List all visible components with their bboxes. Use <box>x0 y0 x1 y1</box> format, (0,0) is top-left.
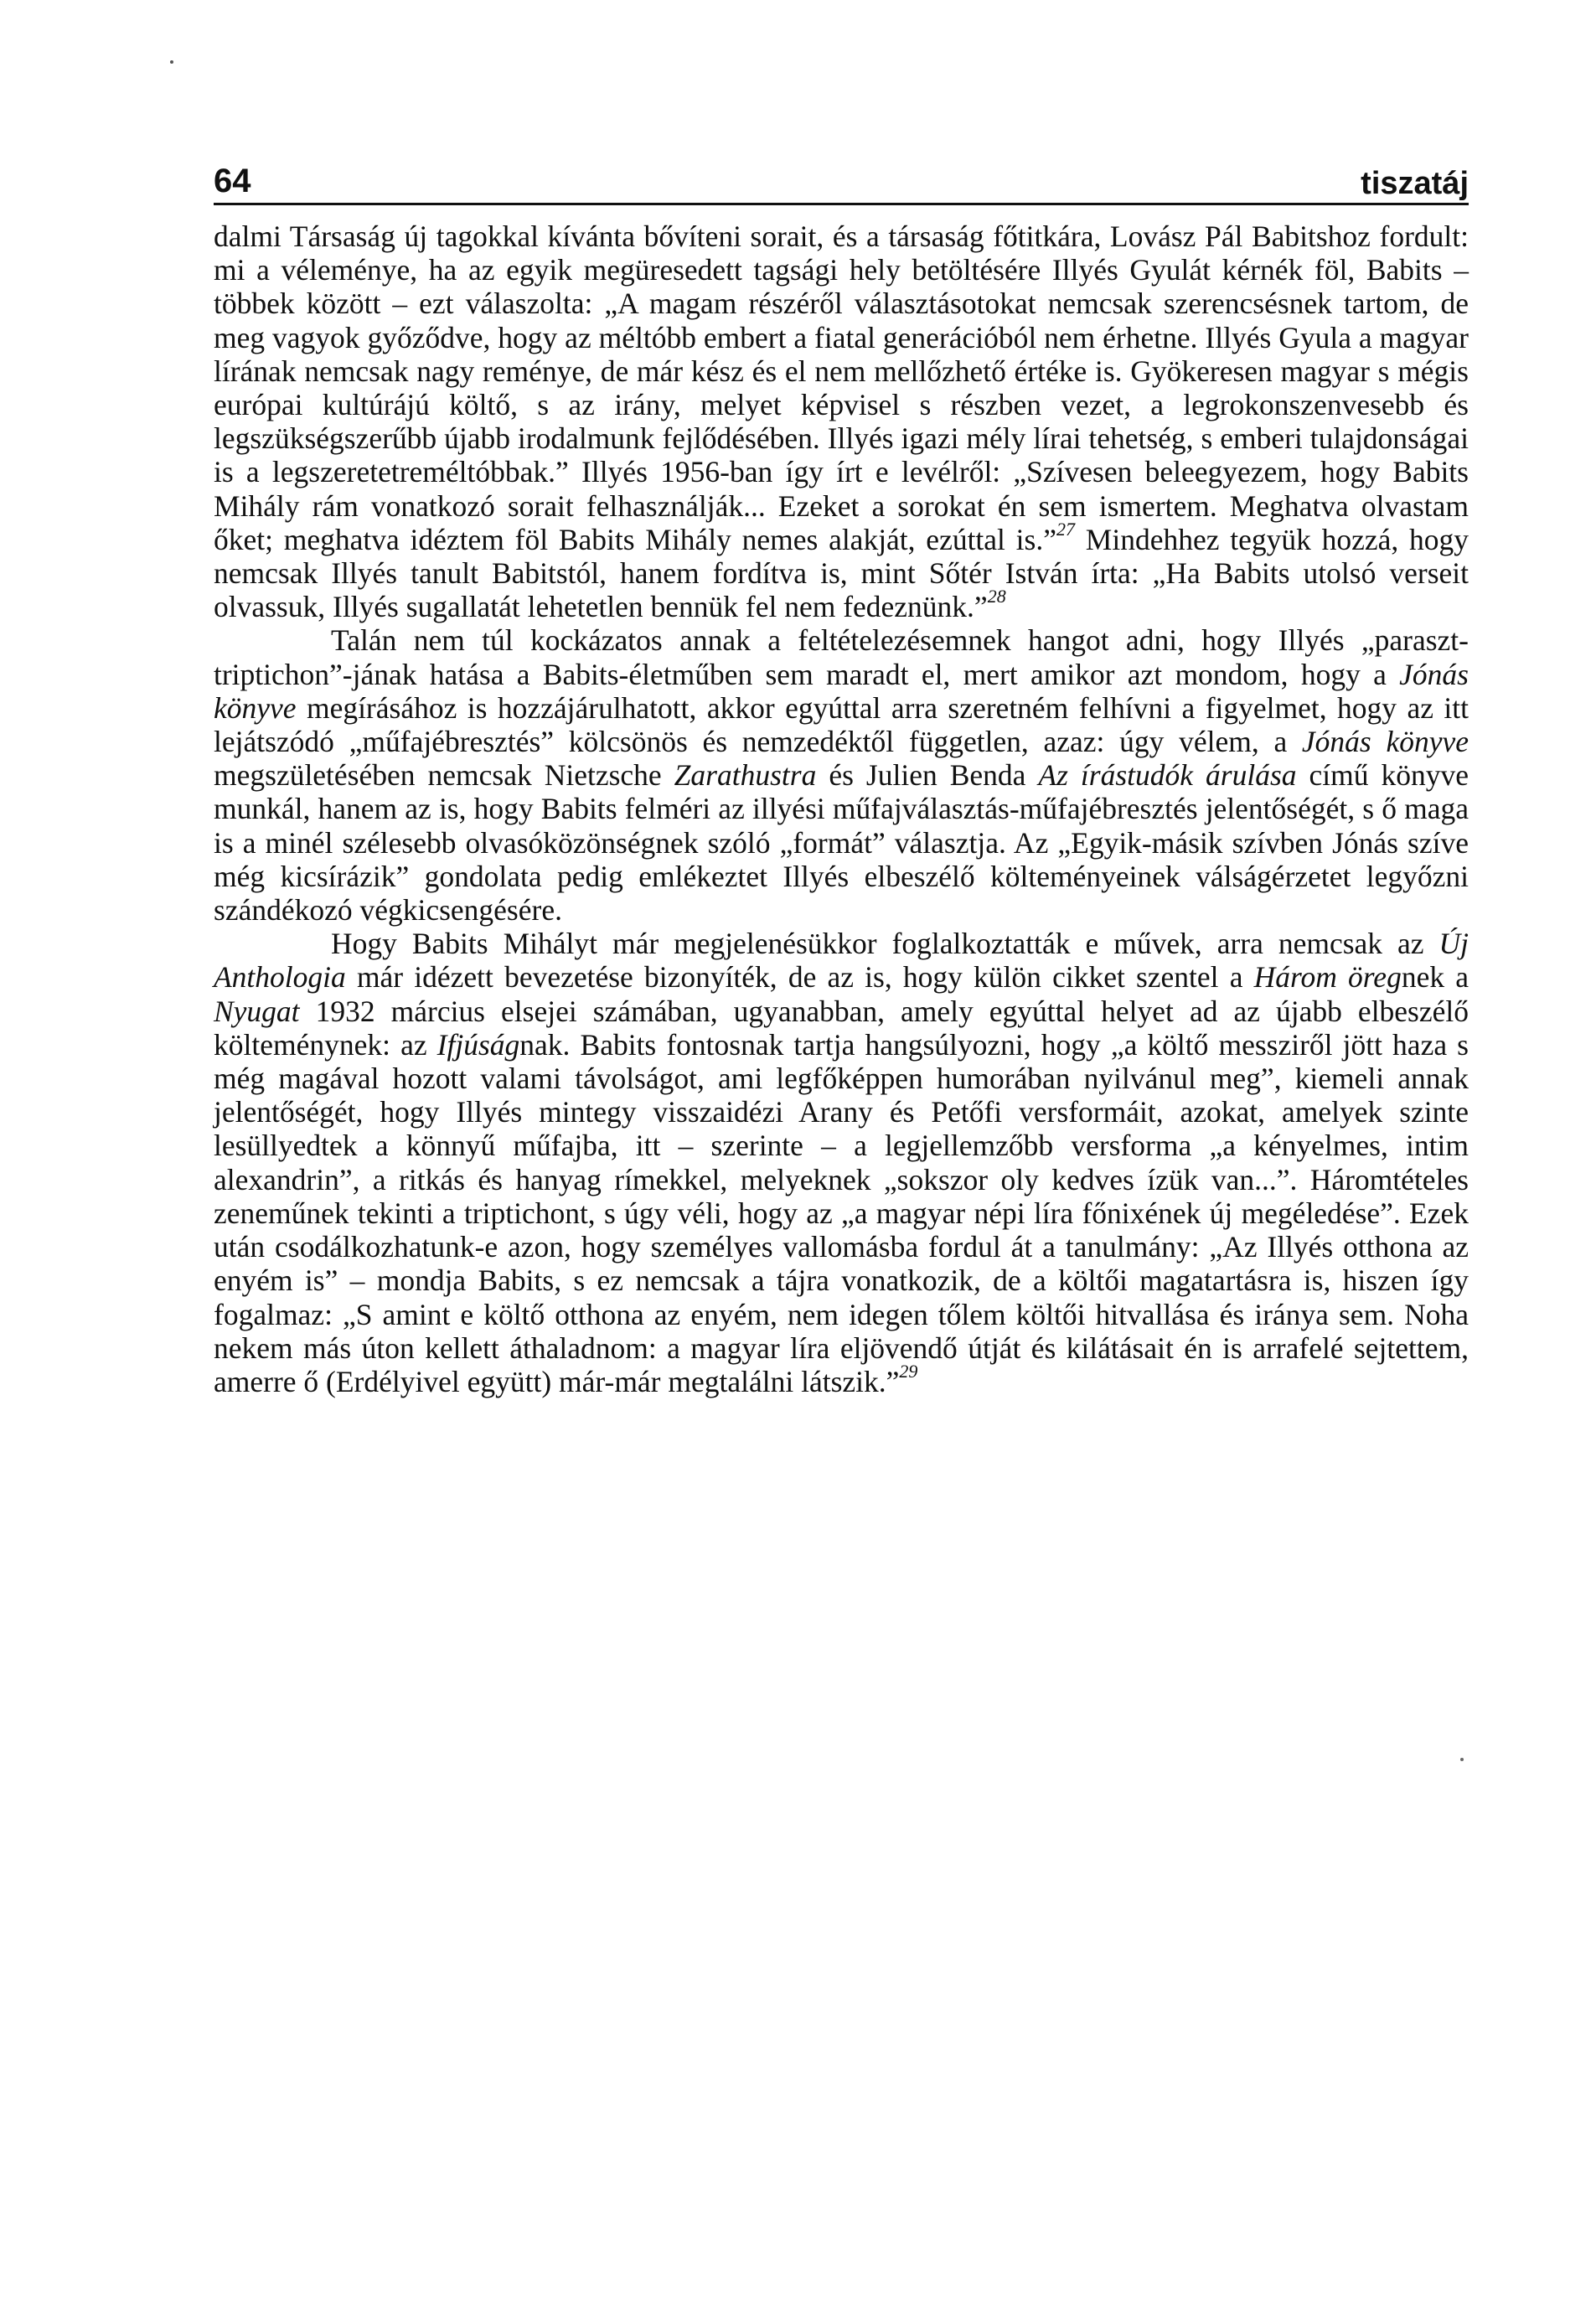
p2-text-c: megírásához is hozzájárulhatott, akkor egyúttal arra szeretném felhívni a figyelmet, hogy az itt lejátszódó „műfajébresztés” kölcsönös és nemzedéktől független, azaz: úgy vélem, a <box>214 690 1469 759</box>
p2-title-zarathustra: Zarathustra <box>674 758 817 793</box>
p2-text-e: megszületésében nemcsak Nietzsche <box>214 758 674 793</box>
p2-text-g: és Julien Benda <box>816 758 1039 793</box>
p3-title-uj-anthologia: Új Anthologia <box>214 927 1469 995</box>
p3-text-c: már idézett bevezetése bizonyíték, de az is, hogy külön cikket szentel a <box>345 960 1254 995</box>
p3-title-nyugat: Nyugat <box>214 994 300 1028</box>
scan-speck <box>170 60 173 64</box>
p2-title-jonas-2: Jónás könyve <box>1301 725 1469 759</box>
p3-text-g: 1932 március elsejei számában, ugyanabban, amely egyúttal helyet ad az újabb elbeszélő költeménynek: az <box>214 994 1469 1062</box>
p2-text-j: című könyve munkál, hanem az is, hogy Babits felméri az illyési műfajválasztás-műfajébresztés jelentőségét, s ő maga is a minél szélesebb olvasóközönségnek szóló „formát” választja. Az „Egyik-másik szívben Jónás szíve még kicsírázik” gondolata pedig emlékeztet Illyés elbeszélő költeményeinek válságérzetet legyőzni szándékozó végkicsengésére. <box>214 758 1469 927</box>
p3-title-harom-oreg: Három öreg <box>1253 960 1402 995</box>
p2-text-a: Talán nem túl kockázatos annak a feltételezésemnek hangot adni, hogy Illyés „paraszt-triptichon”-jának hatása a Babits-életműben sem maradt el, mert amikor azt mondom, hogy a <box>214 623 1469 691</box>
paragraph-2 <box>214 623 1469 927</box>
footnote-ref-27: 27 <box>1056 519 1075 540</box>
scan-speck-end <box>1460 1758 1464 1761</box>
p3-text-a: Hogy Babits Mihályt már megjelenésükkor foglalkoztatták e művek, arra nemcsak az <box>331 927 1439 961</box>
p2-title-jonas-1: Jónás könyve <box>214 657 1469 725</box>
footnote-ref-29: 29 <box>899 1361 918 1382</box>
paragraph-1-text-a: dalmi Társaság új tagokkal kívánta bővíteni sorait, és a társaság főtitkára, Lovász Pál Babitshoz fordult: mi a véleménye, ha az egyik megüresedett tagsági hely betöltésére Illyés Gyulát kérnék föl, Babits – többek között – ezt válaszolta: „A magam részéről választásotokat nemcsak szerencsésnek tartom, de meg vagyok győződve, hogy az méltóbb embert a fiatal generációból nem érhetne. Illyés Gyula a magyar lírának nemcsak nagy reménye, de már kész és el nem mellőzhető értéke is. Gyökeresen magyar s mégis európai kultúrájú költő, s az irány, melyet képvisel s részben vezet, a legrokonszenvesebb és legszükségszerűbb újabb irodalmunk fejlődésében. Illyés igazi mély lírai tehetség, s emberi tulajdonságai is a legszeretetreméltóbbak.” Illyés 1956-ban így írt e levélről: „Szívesen beleegyezem, hogy Babits Mihály rám vonatkozó sorait felhasználják... Ezeket a sorokat én sem ismertem. Meghatva olvastam őket; meghatva idéztem föl Babits Mihály nemes alakját, ezúttal is.” <box>214 220 1469 556</box>
p2-title-irastudok: Az írástudók árulása <box>1038 758 1297 793</box>
paragraph-1-text-b: Mindehhez tegyük hozzá, hogy nemcsak Illyés tanult Babitstól, hanem fordítva is, mint Sőtér István írta: „Ha Babits utolsó verseit olvassuk, Illyés sugallatát lehetetlen bennük fel nem fedeznünk.” <box>214 522 1469 624</box>
footnote-ref-28: 28 <box>987 586 1006 607</box>
p3-text-e: nek a <box>1401 960 1469 995</box>
paragraph-3 <box>214 927 1469 1398</box>
p3-title-ifjusag: Ifjúság <box>436 1027 520 1062</box>
page-header <box>214 151 1469 205</box>
p3-text-j: nak. Babits fontosnak tartja hangsúlyozni, hogy „a költő messziről jött haza s még magával hozott valami távolságot, ami legfőképpen humorában nyilvánul meg”, kiemeli annak jelentőségét, hogy Illyés mintegy visszaidézi Arany és Petőfi versformáit, azokat, amelyek szinte lesüllyedtek a könnyű műfajba, itt – szerinte – a legjellemzőbb versforma „a kényelmes, intim alexandrin”, a ritkás és hanyag rímekkel, melyeknek „sokszor oly kedves ízük van...”. Háromtételes zeneműnek tekinti a triptichont, s úgy véli, hogy az „a magyar népi líra főnixének új megéledése”. Ezek után csodálkozhatunk-e azon, hogy személyes vallomásba fordul át a tanulmány: „Az Illyés otthona az enyém is” – mondja Babits, s ez nemcsak a tájra vonatkozik, de a költői magatartásra is, hiszen így fogalmaz: „S amint e költő otthona az enyém, nem idegen tőlem költői hitvallása és iránya sem. Noha nekem más úton kellett áthaladnom: a magyar líra eljövendő útját és kilátásait én is arrafelé sejtettem, amerre ő (Erdélyivel együtt) már-már megtalálni látszik.” <box>214 1027 1469 1398</box>
page-number: 64 <box>214 163 251 199</box>
article-body <box>214 220 1469 1398</box>
paragraph-1 <box>214 220 1469 623</box>
journal-name: tiszatáj <box>1361 166 1469 201</box>
